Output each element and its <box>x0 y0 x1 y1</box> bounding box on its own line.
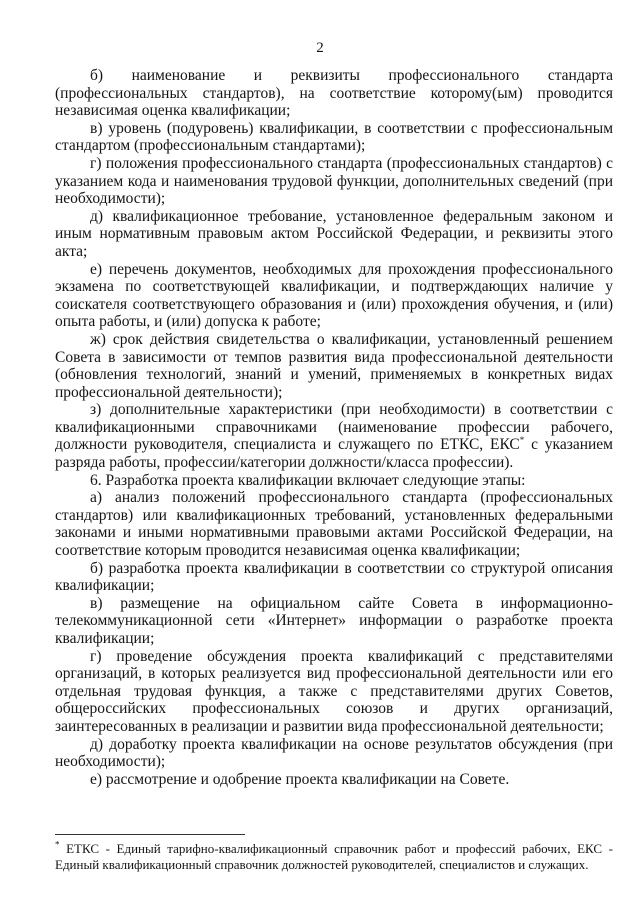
footnote-marker: * <box>55 839 60 850</box>
paragraph-zh: ж) срок действия свидетельства о квалификации, установленный решением Совета в зависимости от темпов развития вида профессиональной деятельности (обновления технологий, знаний и умений, применяемых в конкретных видах профессиональной деятельности); <box>55 330 613 401</box>
paragraph-z-text-end: с указанием разряда работы, профессии/категории должности/класса профессии). <box>55 436 613 472</box>
document-body <box>55 67 613 788</box>
footnote-reference: * <box>519 435 525 446</box>
page-number: 2 <box>316 40 324 56</box>
stage-e: е) рассмотрение и одобрение проекта квалификации на Совете. <box>90 770 510 788</box>
stage-g: г) проведение обсуждения проекта квалификаций с представителями организаций, в которых реализуется вид профессиональной деятельности или его отдельная трудовая функция, а также с представителями других Советов, общероссийских профессиональных союзов и других организаций, заинтересованных в реализации и развитии вида профессиональной деятельности; <box>55 647 613 735</box>
footnote <box>55 841 613 872</box>
footnote-text: ЕТКС - Единый тарифно-квалификационный справочник работ и профессий рабочих, ЕКС - Единый квалификационный справочник должностей руководителей, специалистов и служащих. <box>55 841 613 872</box>
section-6-heading: 6. Разработка проекта квалификации включает следующие этапы: <box>90 471 526 489</box>
paragraph-d: д) квалификационное требование, установленное федеральным законом и иным нормативным правовым актом Российской Федерации, и реквизиты этого акта; <box>55 207 613 260</box>
paragraph-z <box>55 401 613 471</box>
stage-v: в) размещение на официальном сайте Совета в информационно-телекоммуникационной сети «Интернет» информации о разработке проекта квалификации; <box>55 594 613 647</box>
paragraph-b: б) наименование и реквизиты профессионального стандарта (профессиональных стандартов), на соответствие которому(ым) проводится независимая оценка квалификации; <box>55 67 613 120</box>
stage-a: а) анализ положений профессионального стандарта (профессиональных стандартов) или квалификационных требований, установленных федеральными законами и иными нормативными правовыми актами Российской Федерации, на соответствие которым проводится независимая оценка квалификации; <box>55 489 613 560</box>
paragraph-e: е) перечень документов, необходимых для прохождения профессионального экзамена по соответствующей квалификации, и подтверждающих наличие у соискателя соответствующего образования и (или) прохождения обучения, и (или) опыта работы, и (или) допуска к работе; <box>55 260 613 331</box>
stage-d: д) доработку проекта квалификации на основе результатов обсуждения (при необходимости); <box>55 735 613 771</box>
paragraph-v: в) уровень (подуровень) квалификации, в соответствии с профессиональным стандартом (профессиональным стандартами); <box>55 119 613 155</box>
stage-b: б) разработка проекта квалификации в соответствии со структурой описания квалификации; <box>55 559 613 595</box>
footnote-divider <box>55 834 245 835</box>
paragraph-g: г) положения профессионального стандарта (профессиональных стандартов) с указанием кода и наименования трудовой функции, дополнительных сведений (при необходимости); <box>55 154 613 208</box>
paragraph-z-text: з) дополнительные характеристики (при необходимости) в соответствии с квалификационными справочниками (наименование профессии рабочего, должности руководителя, специалиста и служащего по ЕТКС, ЕКС <box>55 401 613 454</box>
